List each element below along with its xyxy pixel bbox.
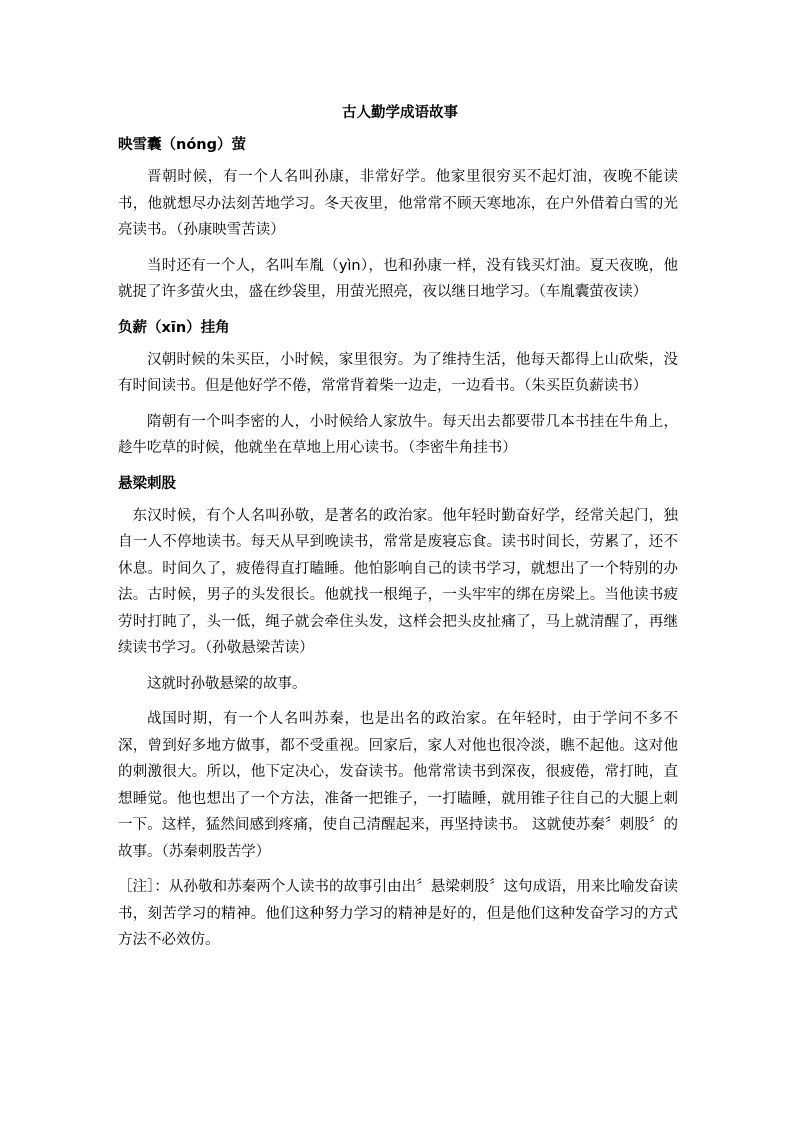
paragraph: 当时还有一个人，名叫车胤（yìn），也和孙康一样，没有钱买灯油。夏天夜晚，他就捉了许多萤火虫，盛在纱袋里，用萤光照亮，夜以继日地学习。（车胤囊萤夜读） [118, 257, 678, 300]
section-heading: 悬梁刺股 [118, 475, 176, 492]
paragraph: 晋朝时候，有一个人名叫孙康，非常好学。他家里很穷买不起灯油，夜晚不能读书，他就想尽办法刻苦地学习。冬天夜里，他常常不顾天寒地冻，在户外借着白雪的光亮读书。（孙康映雪苦读） [118, 169, 678, 238]
section-yingxue-nangying [118, 132, 678, 306]
paragraph: 这就时孙敬悬梁的故事。 [147, 675, 307, 692]
paragraph: 东汉时候，有个人名叫孙敬，是著名的政治家。他年轻时勤奋好学，经常关起门，独自一人不停地读书。每天从早到晚读书，常常是废寝忘食。读书时间长，劳累了，还不休息。时间久了，疲倦得直打瞌睡。他怕影响自己的读书学习，就想出了一个特别的办法。古时候，男子的头发很长。他就找一根绳子，一头牢牢的绑在房梁上。当他读书疲劳时打盹了，头一低，绳子就会牵住头发，这样会把头皮扯痛了，马上就清醒了，再继续读书学习。（孙敬悬梁苦读） [118, 507, 678, 656]
document-title: 古人勤学成语故事 [342, 105, 458, 121]
document-page [118, 100, 678, 963]
note-paragraph: ［注］：从孙敬和苏秦两个人读书的故事引由出〞悬梁刺股〞这句成语，用来比喻发奋读书，刻苦学习的精神。他们这种努力学习的精神是好的，但是他们这种发奋学习的方式方法不必效仿。 [118, 879, 678, 948]
paragraph: 隋朝有一个叫李密的人，小时候给人家放牛。每天出去都要带几本书挂在牛角上，趁牛吃草的时候，他就坐在草地上用心读书。（李密牛角挂书） [118, 413, 678, 456]
section-fuxin-guajiao [118, 315, 678, 462]
section-heading: 负薪（xīn）挂角 [118, 319, 230, 336]
paragraph: 战国时期，有一个人名叫苏秦，也是出名的政治家。在年轻时，由于学问不多不深，曾到好多地方做事，都不受重视。回家后，家人对他也很冷淡，瞧不起他。这对他的刺激很大。所以，他下定决心，发奋读书。他常常读书到深夜，很疲倦，常打盹，直想睡觉。他也想出了一个方法，准备一把锥子，一打瞌睡，就用锥子往自己的大腿上刺一下。这样，猛然间感到疼痛，使自己清醒起来，再坚持读书。 这就使苏秦〞刺股〞的故事。（苏秦刺股苦学） [118, 711, 678, 860]
section-xuanliang-cigu [118, 471, 678, 954]
paragraph: 汉朝时候的朱买臣，小时候，家里很穷。为了维持生活，他每天都得上山砍柴，没有时间读书。但是他好学不倦，常常背着柴一边走，一边看书。（朱买臣负薪读书） [118, 351, 678, 394]
section-heading: 映雪囊（nóng）萤 [118, 137, 246, 153]
